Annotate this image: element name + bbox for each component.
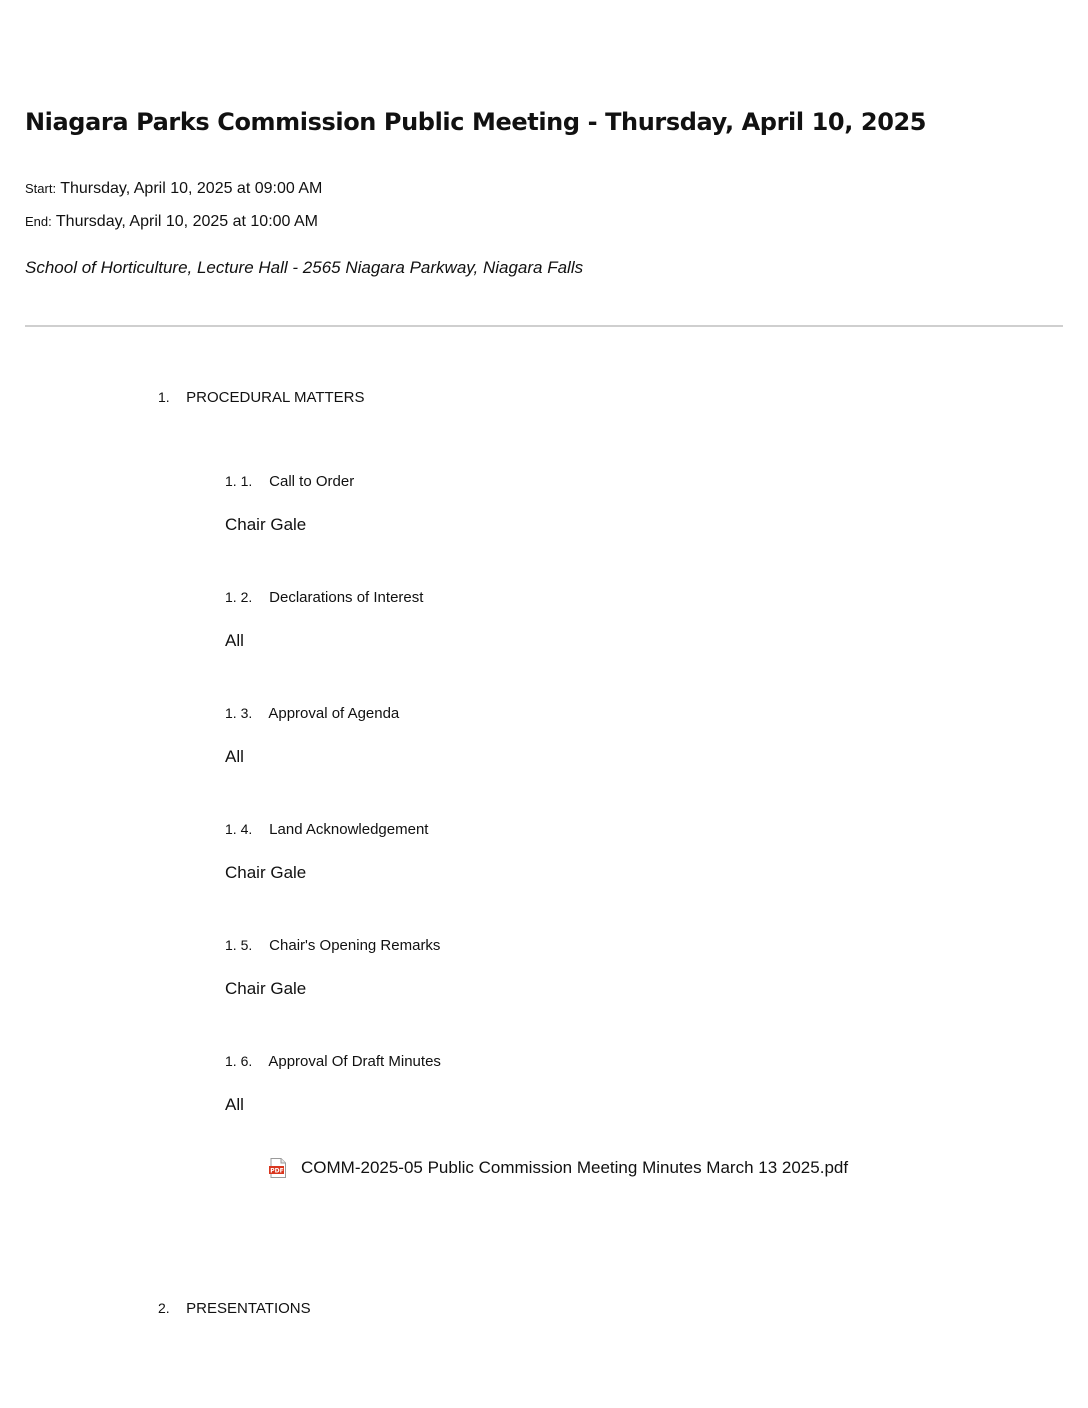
svg-text:PDF: PDF (270, 1167, 284, 1175)
item-title: Chair's Opening Remarks (269, 937, 441, 954)
item-presenter: Chair Gale (225, 863, 307, 882)
end-label: End: (25, 214, 52, 229)
item-presenter: Chair Gale (225, 515, 307, 534)
item-title: Approval of Agenda (268, 705, 400, 722)
section-number: 2. (158, 1300, 170, 1316)
item-title: Call to Order (269, 473, 355, 490)
attachment-filename[interactable]: COMM-2025-05 Public Commission Meeting Minutes March 13 2025.pdf (301, 1158, 849, 1177)
start-label: Start: (25, 181, 57, 196)
section-title: PROCEDURAL MATTERS (186, 389, 365, 406)
section-title: PRESENTATIONS (186, 1300, 311, 1317)
agenda-item-chairs-opening-remarks (225, 937, 440, 954)
pdf-file-icon (269, 1158, 287, 1178)
agenda-item-land-acknowledgement (225, 821, 428, 838)
agenda-section-procedural-matters (158, 389, 365, 406)
start-value: Thursday, April 10, 2025 at 09:00 AM (60, 180, 323, 197)
section-number: 1. (158, 389, 170, 405)
item-title: Declarations of Interest (269, 589, 424, 606)
start-time (25, 180, 322, 198)
meeting-location: School of Horticulture, Lecture Hall - 2565 Niagara Parkway, Niagara Falls (25, 258, 584, 277)
item-presenter: All (225, 747, 244, 766)
header-divider (25, 325, 1063, 327)
item-number: 1. 2. (225, 589, 253, 605)
agenda-section-presentations (158, 1300, 311, 1317)
item-number: 1. 4. (225, 821, 253, 837)
end-value: Thursday, April 10, 2025 at 10:00 AM (55, 213, 318, 230)
agenda-item-approval-of-agenda (225, 705, 399, 722)
attachment-link[interactable] (269, 1158, 848, 1178)
item-number: 1. 6. (225, 1053, 253, 1069)
item-presenter: All (225, 631, 244, 650)
item-number: 1. 3. (225, 705, 253, 721)
item-number: 1. 1. (225, 473, 253, 489)
agenda-item-call-to-order (225, 473, 354, 490)
item-presenter: Chair Gale (225, 979, 307, 998)
item-title: Land Acknowledgement (269, 821, 429, 838)
meeting-title: Niagara Parks Commission Public Meeting - Thursday, April 10, 2025 (25, 108, 927, 136)
agenda-item-declarations-of-interest (225, 589, 423, 606)
agenda-item-approval-of-draft-minutes (225, 1053, 441, 1070)
end-time (25, 213, 318, 231)
item-presenter: All (225, 1095, 244, 1114)
item-title: Approval Of Draft Minutes (268, 1053, 441, 1070)
item-number: 1. 5. (225, 937, 253, 953)
